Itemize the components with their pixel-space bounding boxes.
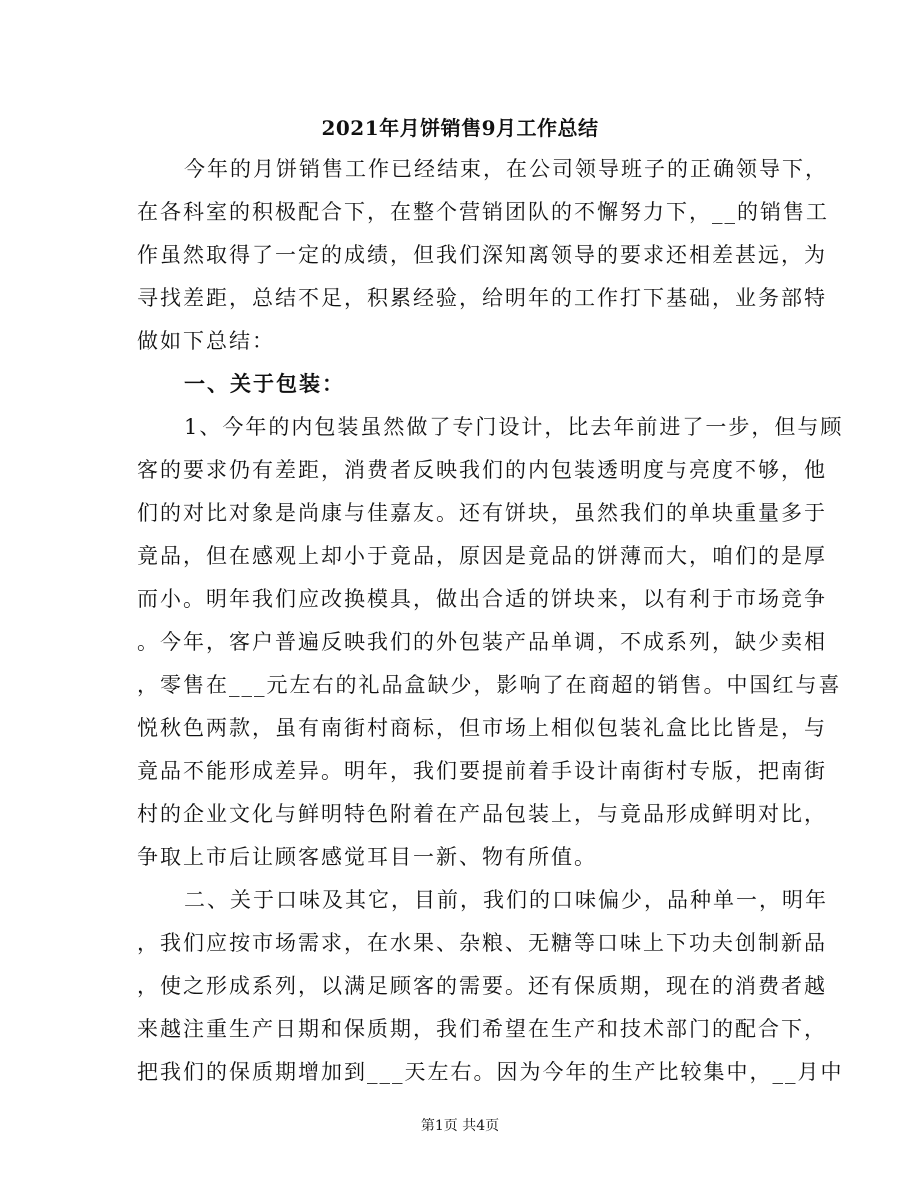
paragraph-line: 悦秋色两款，虽有南街村商标，但市场上相似包装礼盒比比皆是，与 bbox=[137, 716, 827, 740]
paragraph-line: 来越注重生产日期和保质期，我们希望在生产和技术部门的配合下， bbox=[137, 1017, 827, 1041]
paragraph-line: 竟品，但在感观上却小于竟品，原因是竟品的饼薄而大，咱们的是厚 bbox=[137, 544, 827, 568]
section-heading: 一、关于包装： bbox=[184, 371, 345, 396]
paragraph-line: 争取上市后让顾客感觉耳目一新、物有所值。 bbox=[137, 845, 597, 869]
paragraph-line: ，我们应按市场需求，在水果、杂粮、无糖等口味上下功夫创制新品 bbox=[137, 931, 827, 955]
paragraph-line: 村的企业文化与鲜明特色附着在产品包装上，与竟品形成鲜明对比， bbox=[137, 802, 827, 826]
paragraph-line: 在各科室的积极配合下，在整个营销团队的不懈努力下，__的销售工 bbox=[137, 200, 829, 224]
paragraph-line: 做如下总结： bbox=[137, 329, 275, 353]
paragraph-line: 。今年，客户普遍反映我们的外包装产品单调，不成系列，缺少卖相 bbox=[137, 630, 827, 654]
paragraph-line: 作虽然取得了一定的成绩，但我们深知离领导的要求还相差甚远，为 bbox=[137, 243, 827, 267]
paragraph-line: ，零售在___元左右的礼品盒缺少，影响了在商超的销售。中国红与喜 bbox=[137, 673, 842, 697]
paragraph-line: 们的对比对象是尚康与佳嘉友。还有饼块，虽然我们的单块重量多于 bbox=[137, 501, 827, 525]
paragraph-line: 客的要求仍有差距，消费者反映我们的内包装透明度与亮度不够，他 bbox=[137, 458, 827, 482]
paragraph-line: 二、关于口味及其它，目前，我们的口味偏少，品种单一，明年 bbox=[184, 888, 828, 912]
paragraph-line: 把我们的保质期增加到___天左右。因为今年的生产比较集中，__月中 bbox=[137, 1060, 844, 1084]
paragraph-line: 寻找差距，总结不足，积累经验，给明年的工作打下基础，业务部特 bbox=[137, 286, 827, 310]
paragraph-line: 而小。明年我们应改换模具，做出合适的饼块来，以有利于市场竞争 bbox=[137, 587, 827, 611]
paragraph-line: 1、今年的内包装虽然做了专门设计，比去年前进了一步，但与顾 bbox=[184, 415, 844, 439]
page-number-footer: 第1页 共4页 bbox=[420, 1118, 500, 1134]
paragraph-line: 竟品不能形成差异。明年，我们要提前着手设计南街村专版，把南街 bbox=[137, 759, 827, 783]
paragraph-line: ，使之形成系列，以满足顾客的需要。还有保质期，现在的消费者越 bbox=[137, 974, 827, 998]
paragraph-line: 今年的月饼销售工作已经结束，在公司领导班子的正确领导下， bbox=[184, 157, 828, 181]
document-title: 2021年月饼销售9月工作总结 bbox=[321, 116, 599, 140]
